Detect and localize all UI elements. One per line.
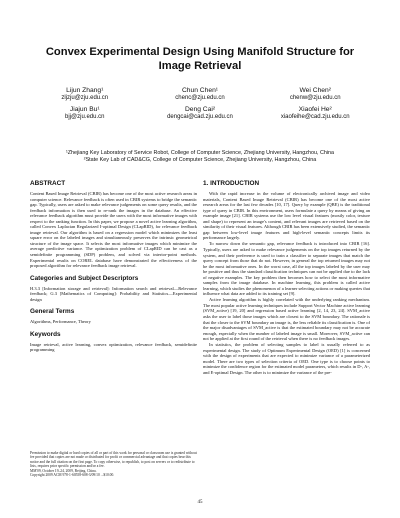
conference-line: MM'09, October 19–24, 2009, Beijing, China. [30, 468, 97, 473]
abstract-text: Content Based Image Retrieval (CBIR) has become one of the most active research areas in computer science. Relevance feedback is often used in CBIR systems to bridge the semantic gap. Typically, users are asked to make relevance judgements on some query results, and the feedback information is then used to re-rank the images in the database. An effective relevance feedback algorithm must provide the users with the most informative images with respect to the ranking function. In this paper, we propose a novel active learning algorithm, called Convex Laplacian Regularized I-optimal Design (CLapRID), for relevance feedback image retrieval. Our algorithm is based on a regression model which minimizes the least square error on the labeled images and simultaneously preserves the intrinsic geometrical structure of the image space. It selects the most informative images which minimize the average predictive variance. The optimization problem of CLapRID can be cast as a semidefinite programming (SDP) problem, and solved via interior-point methods. Experimental results on COREL database have demonstrated the effectiveness of the proposed algorithm for relevance feedback image retrieval. [30, 191, 197, 269]
paper-title: Convex Experimental Design Using Manifold Structure for Image Retrieval [45, 46, 355, 72]
author-name: Deng Cai² [184, 106, 216, 113]
author-name: Xiaofei He² [298, 106, 332, 113]
author-email: chenw@zju.edu.cn [289, 95, 341, 101]
author-block [28, 87, 372, 125]
author-row [28, 87, 372, 102]
intro-paragraph: Active learning algorithm is highly correlated with the underlying ranking mechanism. The most popular active learning techniques include Support Vector Machine active learning (SVM_active) [19, 20] and regression based active learning [2, 14, 23, 24]. SVM_active asks the user to label those images which are closest to the SVM boundary. The rationale is that the closer to the SVM boundary an image is, the less reliable its classification is. One of the major disadvantages of SVM_active is that the estimated boundary may not be accurate enough, especially when the number of labeled image is small. Moreover, SVM_active can not be applied at the first round of the retrieval when there is no feedback images. [203, 297, 370, 342]
keywords-heading: Keywords [30, 330, 61, 338]
author-name: Jiajun Bu¹ [69, 106, 100, 113]
categories-text: H.3.3 [Information storage and retrieval]: Information search and retrieval—Relevance feedback; G.3 [Mathematics of Computing]: Probability and Statistics—Experimental design [30, 285, 197, 302]
author-email: bjj@zju.edu.cn [65, 114, 105, 120]
general-terms-text: Algorithms, Performance, Theory [30, 319, 91, 325]
author [258, 87, 372, 102]
copyright-line: Copyright 2009 ACM 978-1-60558-608-3/09/10 ...$10.00. [30, 473, 115, 478]
abstract-heading: ABSTRACT [30, 180, 66, 187]
categories-heading: Categories and Subject Descriptors [30, 274, 139, 282]
author [28, 87, 142, 102]
author [143, 87, 257, 102]
keywords-text: Image retrieval, active learning, convex optimization, relevance feedback, semidefinite programming [30, 341, 197, 353]
author-name: Chun Chen¹ [181, 87, 219, 94]
author-email: zljzju@zju.edu.cn [61, 95, 109, 101]
author-email: dengcai@cad.zju.edu.cn [167, 114, 233, 120]
author-email: chenc@zju.edu.cn [175, 95, 225, 101]
author [143, 106, 257, 121]
affiliations [30, 150, 370, 164]
author-name: Wei Chen² [299, 87, 331, 94]
author [28, 106, 142, 121]
author [258, 106, 372, 121]
author-name: Lijun Zhang¹ [66, 87, 104, 94]
intro-paragraph: To narrow down the semantic gap, relevance feedback is introduced into CBIR [16]. Typically, users are asked to make relevance judgements on the top images returned by the system, and their preference is used to train a classifier to separate images that match the query concept from those that do not. However, in general the top returned images may not be the most informative ones. In the worst case, all the top images labeled by the user may be positive and thus the standard classification techniques can not be applied due to the lack of negative examples. The key problem then becomes how to select the most informative samples from the image database. In machine learning, this problem is called active learning, which studies the phenomenon of a learner selecting actions or making queries that influence what data are added to its training set [9]. [203, 241, 370, 297]
page-number: 45 [197, 500, 203, 505]
general-terms-heading: General Terms [30, 308, 75, 316]
permission-text: Permission to make digital or hard copies of all or part of this work for personal or classroom use is granted without fee provided that copies are not made or distributed for profit or commercial advantage and that copies bear this notice and the full citation on the first page. To copy otherwise, to republish, to post on servers or to redistribute to lists, requires prior specific permission and/or a fee. [30, 451, 197, 469]
introduction-heading: 1. INTRODUCTION [203, 180, 260, 187]
affiliation-line: ¹Zhejiang Key Laboratory of Service Robot, College of Computer Science, Zhejiang University, Hangzhou, China [65, 150, 335, 156]
right-column [203, 180, 370, 376]
intro-paragraph: With the rapid increase in the volume of electronically archived image and video materials, Content Based Image Retrieval (CBIR) has become one of the most active research areas for the last few decades [10, 17]. Query by example (QBE) is the traditional type of query in CBIR. In this environment, users formulate a query by means of giving an example image [21]. CBIR systems use the low level visual features (mostly color, texture and shape) to represent an image's content, and relevant images are retrieved based on the similarity of their visual features. Although CBIR has been extensively studied, the semantic gap between low-level image features and high-level semantic concepts limits its performance largely. [203, 191, 370, 241]
intro-paragraph: In statistics, the problem of selecting samples to label is usually referred to as experimental design. The study of Optimum Experimental Design (OED) [1] is concerned with the design of experiments that are expected to minimize variance of a parameterized model. There are two types of selection criteria of OED. One type is to choose points to minimize the confidence region for the estimated model parameters, which results in D-, A-, and E-optimal Design. The other is to minimize the variance of the pre- [203, 342, 370, 375]
author-email: xiaofeihe@cad.zju.edu.cn [280, 114, 350, 120]
affiliation-line: ²State Key Lab of CAD&CG, College of Computer Science, Zhejiang University, Hangzhou, China [83, 157, 317, 163]
author-row [28, 106, 372, 121]
left-column [30, 180, 197, 353]
copyright-notice [30, 451, 197, 477]
